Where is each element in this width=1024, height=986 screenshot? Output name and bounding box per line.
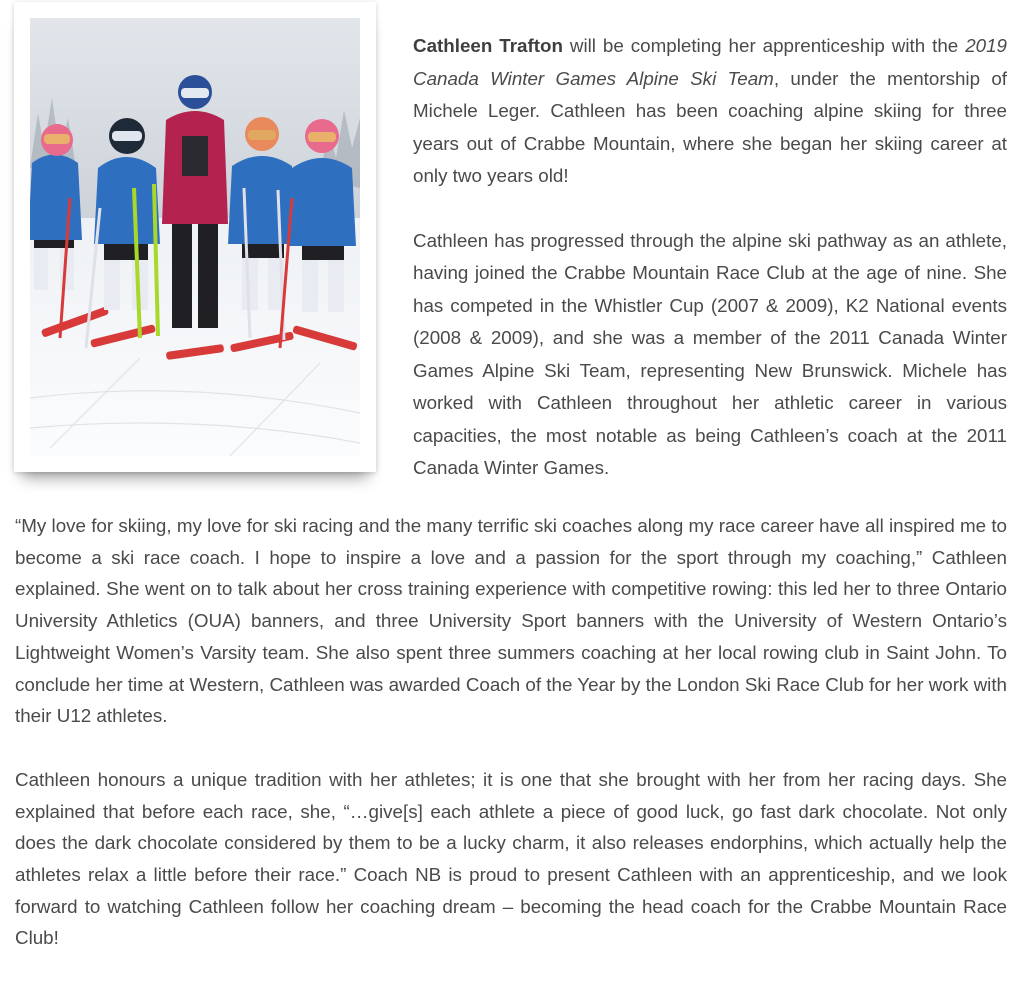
quote-paragraph: “My love for skiing, my love for ski racing and the many terrific ski coaches along my race career have all inspired me to become a ski race coach. I hope to inspire a love and a passion for the sport through my coaching,” Cathleen explained. She went on to talk about her cross training experience with competitive rowing: this led her to three Ontario University Athletics (OUA) banners, and three University Sport banners with the University of Western Ontario’s Lightweight Women’s Varsity team. She also spent three summers coaching at her local rowing club in Saint John. To conclude her time at Western, Cathleen was awarded Coach of the Year by the London Ski Race Club for her work with their U12 athletes.	[15, 515, 1007, 727]
tradition-paragraph: Cathleen honours a unique tradition with her athletes; it is one that she brought with her from her racing days. She explained that before each race, she, “…give[s] each athlete a piece of good luck, go fast dark chocolate. Not only does the dark chocolate considered by them to be a lucky charm, it also releases endorphins, which actually help the athletes relax a little before their race.” Coach NB is proud to present Cathleen with an apprenticeship, and we look forward to watching Cathleen follow her coaching dream – becoming the head coach for the Crabbe Mountain Race Club!	[15, 768, 1007, 949]
athlete-name: Cathleen Trafton	[413, 35, 563, 56]
intro-column	[413, 30, 1007, 517]
photo-frame	[14, 2, 376, 472]
team-name: 2019 Canada Winter Games Alpine Ski Team	[413, 35, 1007, 89]
ski-team-photo	[30, 18, 360, 456]
body-column	[15, 510, 1007, 986]
intro-text-b: , under the mentorship of Michele Leger. Cathleen has been coaching alpine skiing for three years out of Crabbe Mountain, where she began her skiing career at only two years old!	[413, 67, 1007, 186]
athlete-history-paragraph: Cathleen has progressed through the alpine ski pathway as an athlete, having joined the Crabbe Mountain Race Club at the age of nine. She has competed in the Whistler Cup (2007 & 2009), K2 National events (2008 & 2009), and she was a member of the 2011 Canada Winter Games Alpine Ski Team, representing New Brunswick. Michele has worked with Cathleen throughout her athletic career in various capacities, the most notable as being Cathleen’s coach at the 2011 Canada Winter Games.	[413, 229, 1007, 478]
intro-text-a: will be completing her apprenticeship with the	[562, 35, 966, 56]
intro-paragraph	[413, 30, 1007, 193]
